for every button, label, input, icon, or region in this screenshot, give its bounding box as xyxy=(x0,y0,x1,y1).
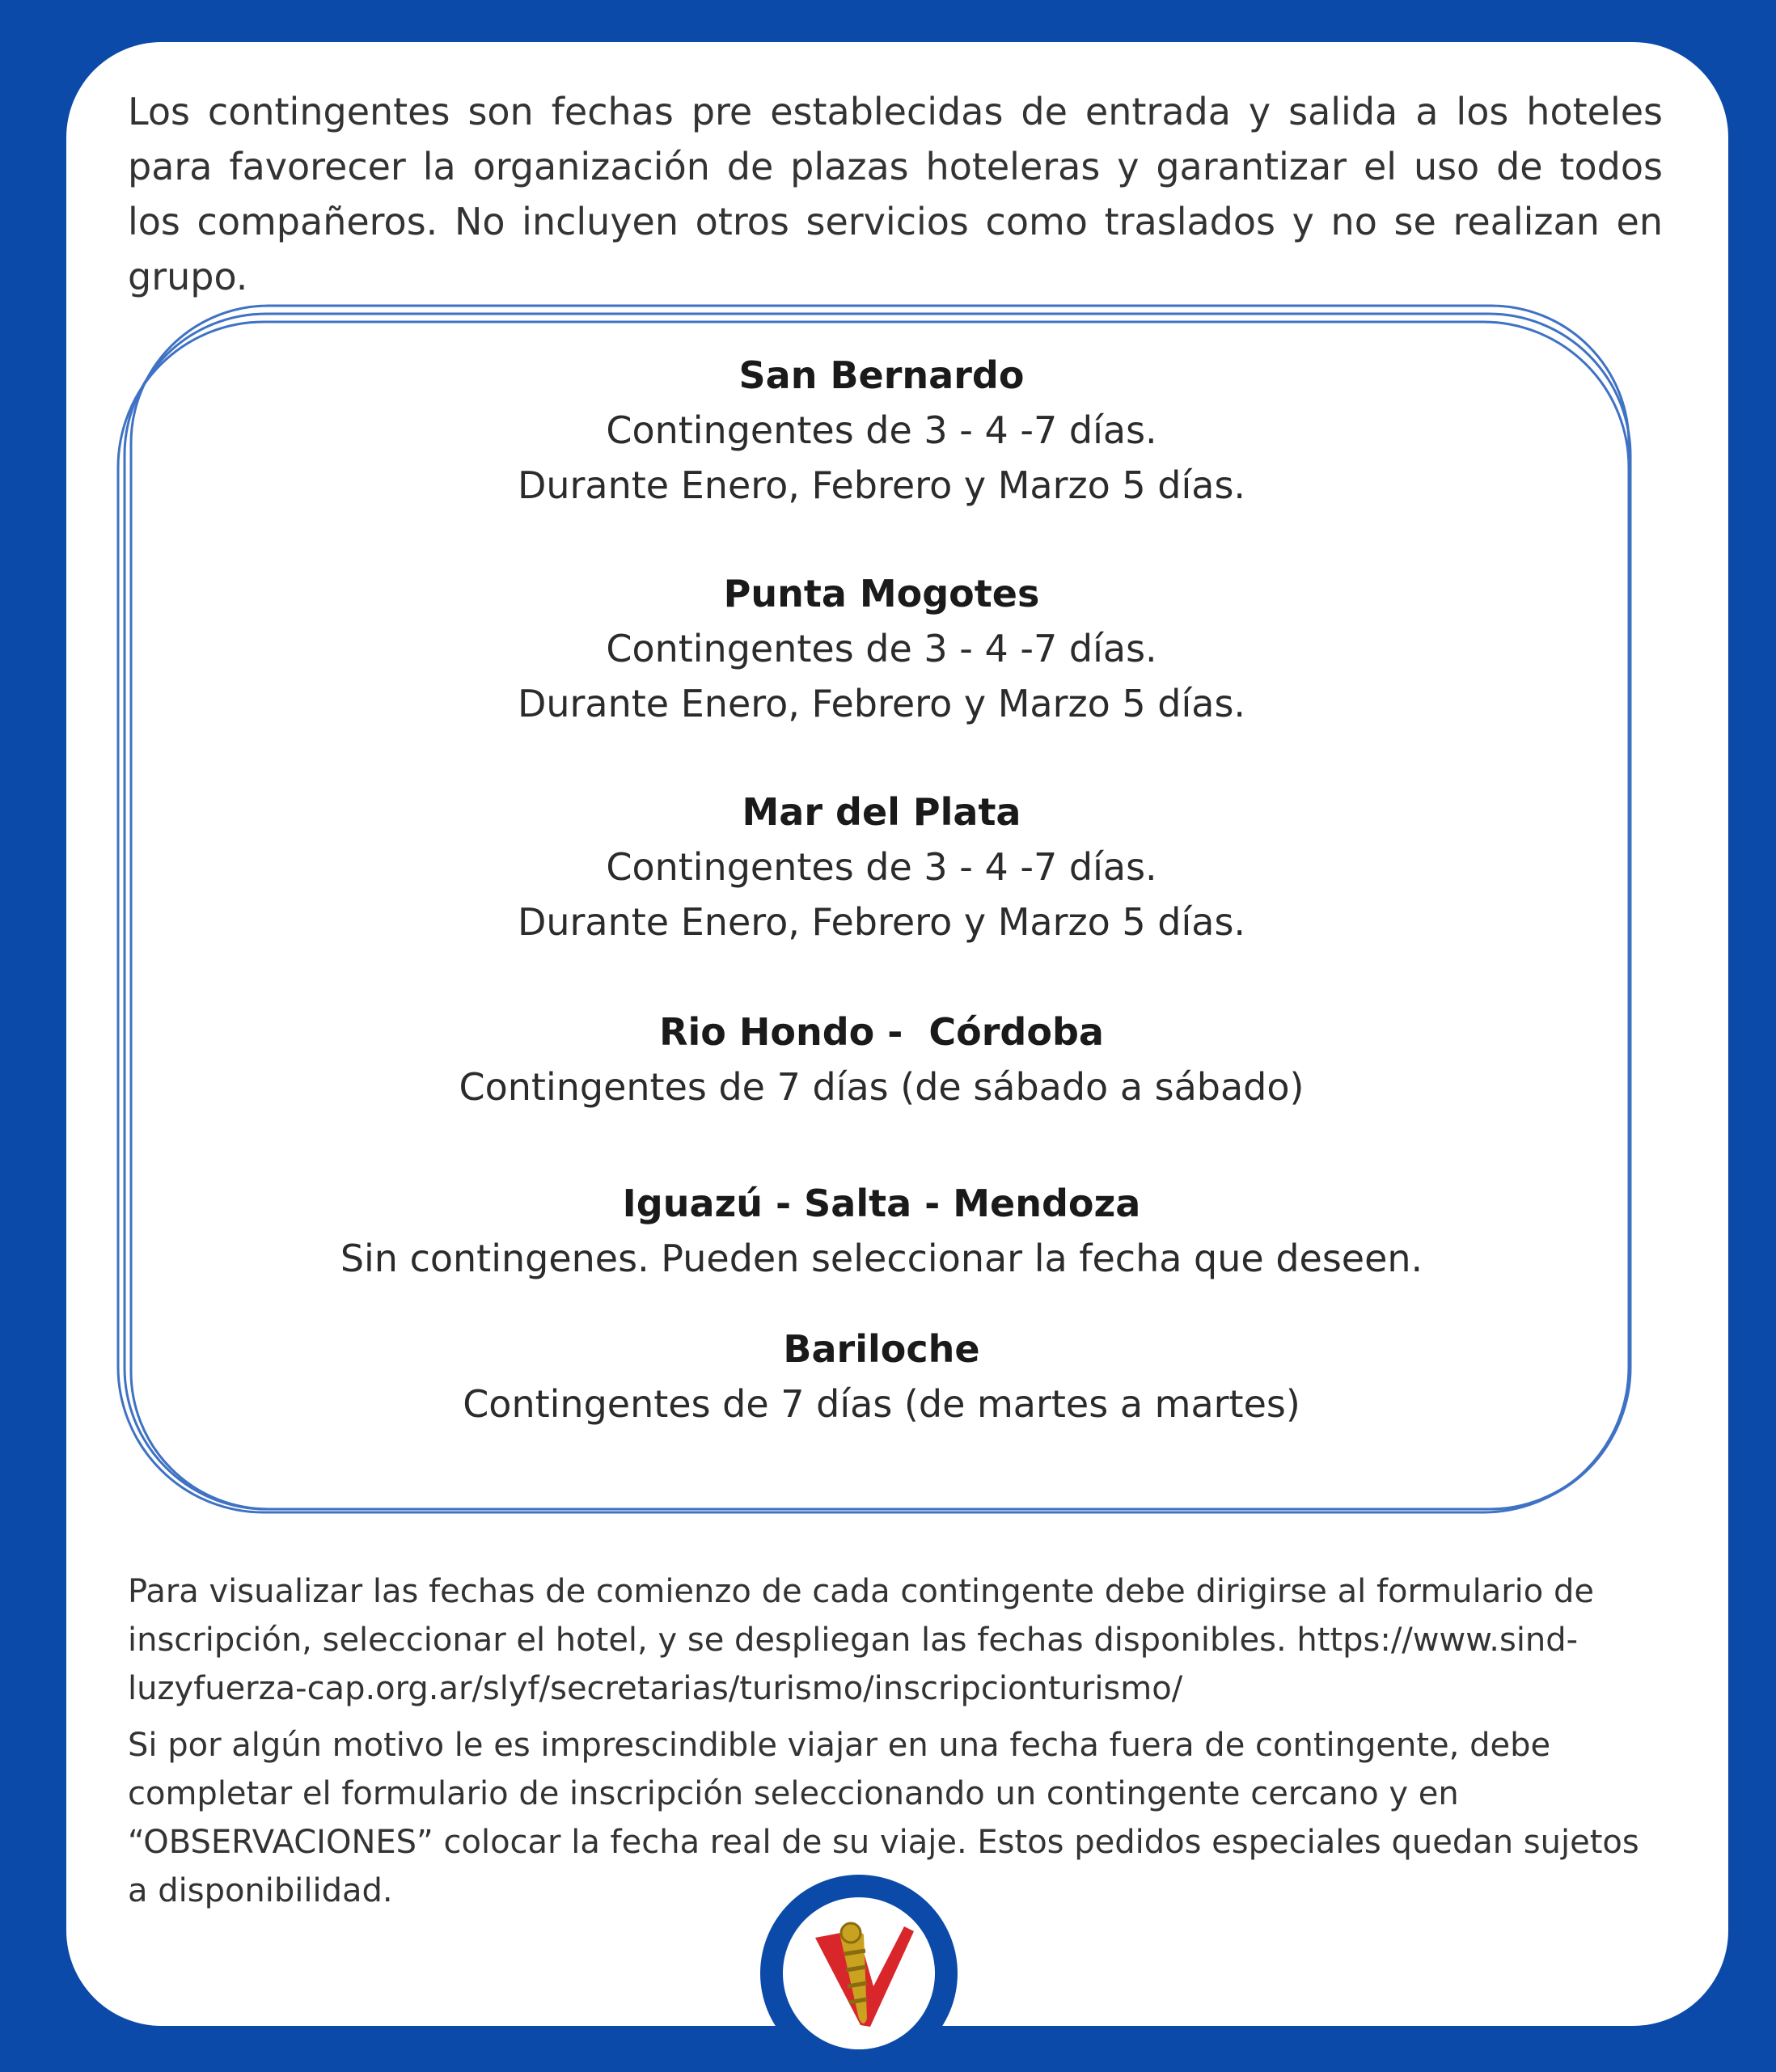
destination-name: San Bernardo xyxy=(738,353,1025,397)
intro-paragraph: Los contingentes son fechas pre establecidas de entrada y salida a los hoteles para favorecer la organización de plazas hoteleras y garantizar el uso de todos los compañeros. No incluyen otros servicios como traslados y no se realizan en grupo. xyxy=(128,90,1663,298)
destination-detail: Durante Enero, Febrero y Marzo 5 días. xyxy=(517,682,1246,725)
destination-name: Bariloche xyxy=(783,1327,980,1371)
destination-san-bernardo xyxy=(121,348,1642,513)
destination-rio-hondo-cordoba xyxy=(121,1004,1642,1114)
destination-detail: Contingentes de 3 - 4 -7 días. xyxy=(606,627,1157,670)
dates-info-text: Para visualizar las fechas de comienzo de cada contingente debe dirigirse al formulario de inscripción, seleccionar el hotel, y se despliegan las fechas disponibles. xyxy=(128,1573,1594,1659)
destination-detail: Contingentes de 7 días (de sábado a sábado) xyxy=(459,1065,1305,1109)
destination-name: Iguazú - Salta - Mendoza xyxy=(622,1182,1141,1225)
union-logo-icon xyxy=(783,1897,935,2049)
destination-detail: Contingentes de 3 - 4 -7 días. xyxy=(606,408,1157,452)
destination-bariloche xyxy=(121,1321,1642,1431)
destination-name: Rio Hondo - Córdoba xyxy=(659,1010,1104,1054)
destination-detail: Durante Enero, Febrero y Marzo 5 días. xyxy=(517,463,1246,507)
dates-info-paragraph xyxy=(128,1567,1668,1713)
special-requests-paragraph: Si por algún motivo le es imprescindible viajar en una fecha fuera de contingente, debe completar el formulario de inscripción seleccionando un contingente cercano y en “OBSERVACIONES” colocar la fecha real de su viaje. Estos pedidos especiales quedan sujetos a disponibilidad. xyxy=(128,1727,1639,1909)
inscription-url[interactable]: https://www.sind-luzyfuerza-cap.org.ar/slyf/secretarias/turismo/inscripcionturismo/ xyxy=(128,1622,1579,1707)
destination-detail: Contingentes de 3 - 4 -7 días. xyxy=(606,845,1157,889)
destination-iguazu-salta-mendoza xyxy=(121,1176,1642,1286)
logo-graphic xyxy=(783,1897,935,2049)
destination-name: Punta Mogotes xyxy=(723,572,1040,615)
destination-detail: Contingentes de 7 días (de martes a martes) xyxy=(463,1382,1300,1426)
destination-punta-mogotes xyxy=(121,566,1642,731)
destination-detail: Durante Enero, Febrero y Marzo 5 días. xyxy=(517,900,1246,944)
destination-name: Mar del Plata xyxy=(742,790,1021,834)
destination-mar-del-plata xyxy=(121,784,1642,949)
notes-section xyxy=(128,1567,1668,1923)
destination-detail: Sin contingenes. Pueden seleccionar la fecha que deseen. xyxy=(340,1237,1423,1280)
logo-badge xyxy=(760,1875,958,2072)
